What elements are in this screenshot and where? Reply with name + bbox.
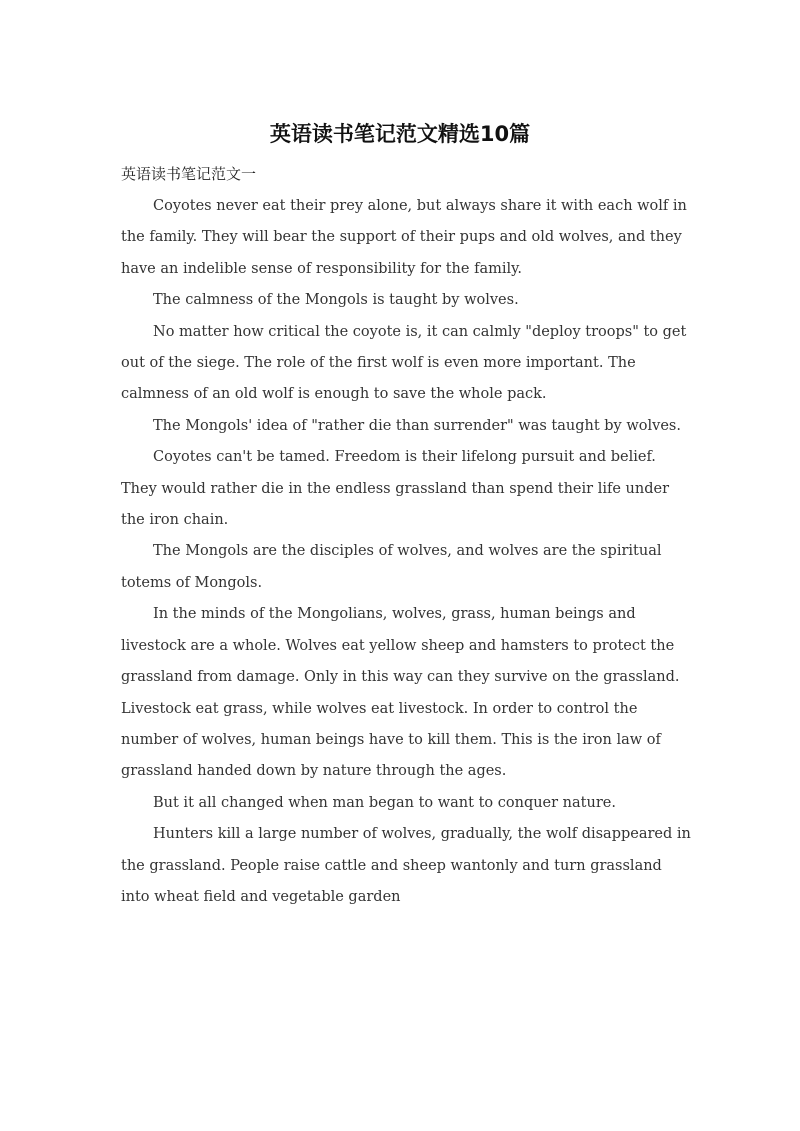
paragraph-1: Coyotes never eat their prey alone, but always share it with each wolf in the family. They will bear the support of their pups and old wolves, and they have an indelible sense of responsibility for the family. <box>121 198 687 277</box>
document-title: 英语读书笔记范文精选10篇 <box>269 122 531 146</box>
paragraph-4: The Mongols' idea of "rather die than surrender" was taught by wolves. <box>153 417 681 434</box>
paragraph-6: The Mongols are the disciples of wolves, and wolves are the spiritual totems of Mongols. <box>121 543 662 591</box>
paragraph-3: No matter how critical the coyote is, it can calmly "deploy troops" to get out of the siege. The role of the first wolf is even more important. The calmness of an old wolf is enough to save the whole pack. <box>121 323 687 403</box>
document-body <box>121 191 691 913</box>
paragraph-9: Hunters kill a large number of wolves, gradually, the wolf disappeared in the grassland. People raise cattle and sheep wantonly and turn grassland into wheat field and vegetable garden <box>121 826 691 905</box>
paragraph-8: But it all changed when man began to want to conquer nature. <box>153 794 616 811</box>
paragraph-5: Coyotes can't be tamed. Freedom is their lifelong pursuit and belief. They would rather die in the endless grassland than spend their life under the iron chain. <box>121 449 669 529</box>
section-heading: 英语读书笔记范文一 <box>121 165 257 183</box>
paragraph-7: In the minds of the Mongolians, wolves, grass, human beings and livestock are a whole. Wolves eat yellow sheep and hamsters to protect the grassland from damage. Only in this way can they survive on the grassland. Livestock eat grass, while wolves eat livestock. In order to control the number of wolves, human beings have to kill them. This is the iron law of grassland handed down by nature through the ages. <box>121 606 680 780</box>
paragraph-2: The calmness of the Mongols is taught by wolves. <box>153 292 519 309</box>
